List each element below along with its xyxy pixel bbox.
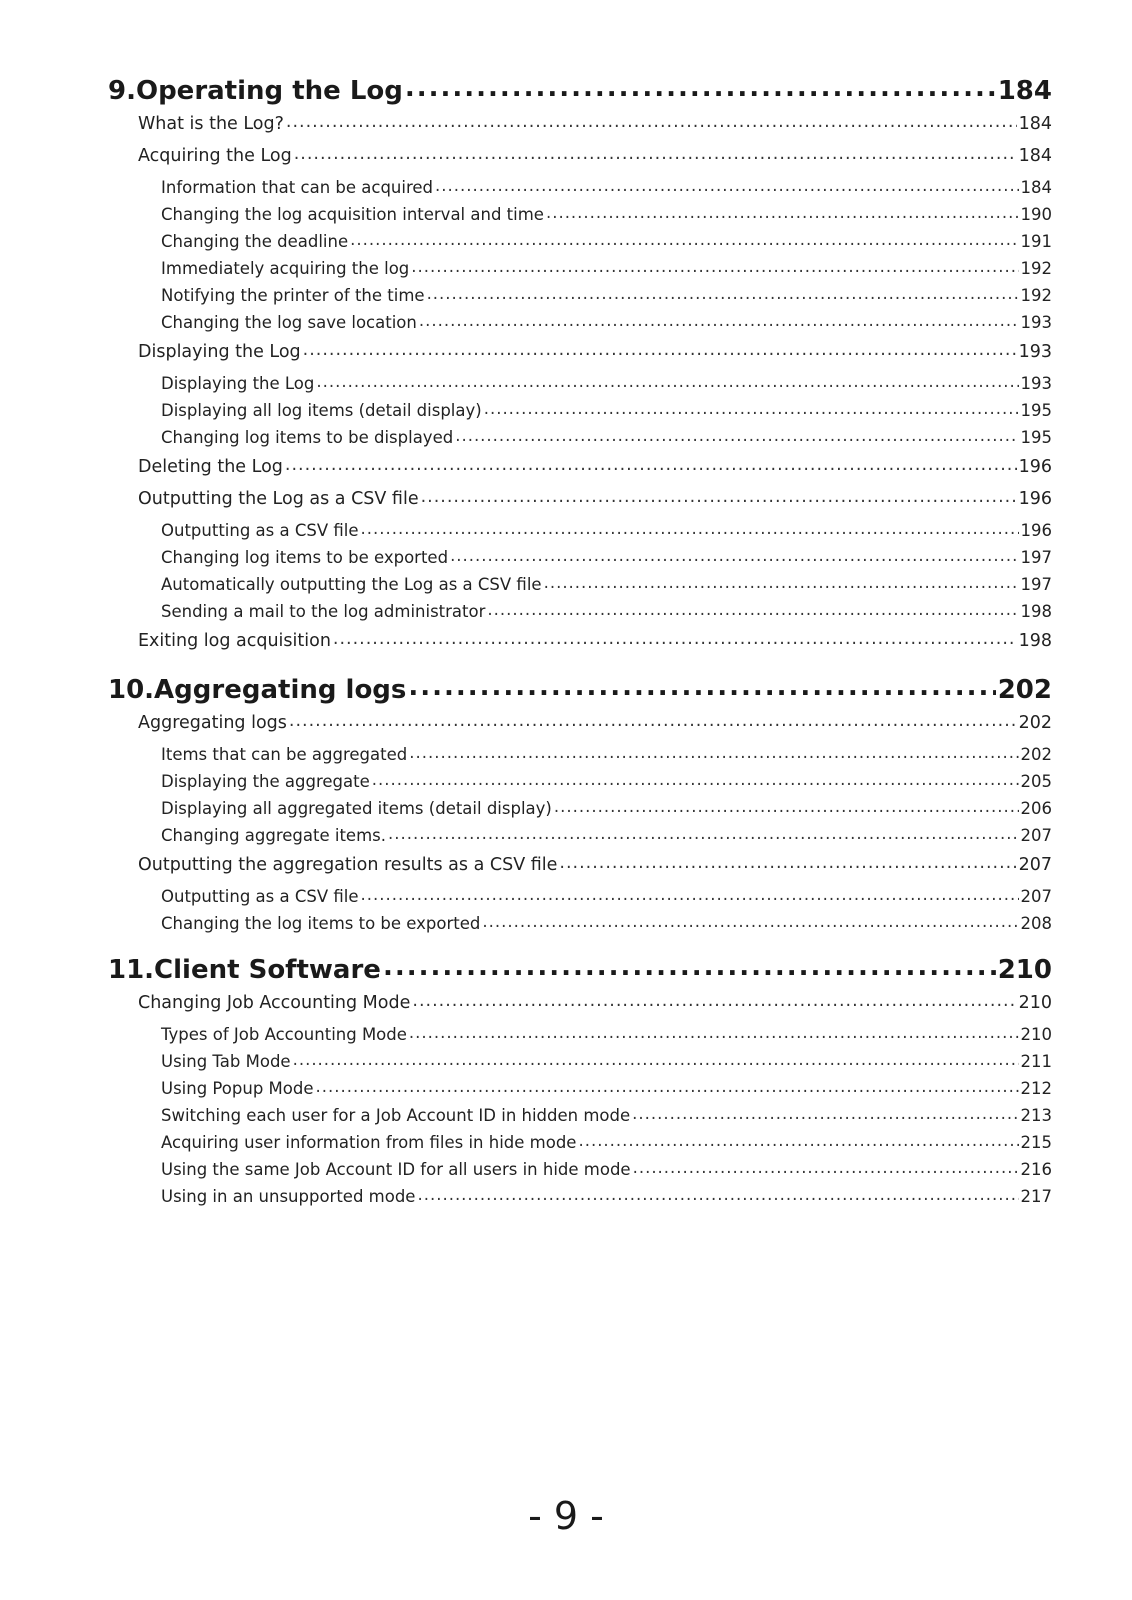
entry-page: 198 [1018,631,1052,651]
dot-leader [405,71,996,105]
entry-page: 192 [1020,286,1052,305]
chapter-page: 202 [997,675,1052,705]
entry-title: Deleting the Log [138,457,283,477]
dot-leader [554,793,1019,820]
dot-leader [333,623,1017,655]
toc-entry[interactable] [108,910,1052,937]
dot-leader [294,138,1017,170]
dot-leader [632,1100,1018,1127]
entry-title: Aggregating logs [138,713,287,733]
entry-page: 207 [1020,887,1052,906]
entry-page: 215 [1020,1133,1052,1152]
toc-entry[interactable] [108,571,1052,598]
entry-title: Information that can be acquired [161,178,434,197]
toc-entry[interactable] [108,483,1052,515]
toc-entry[interactable] [108,1075,1052,1102]
entry-title: Exiting log acquisition [138,631,331,651]
entry-page: 198 [1020,602,1052,621]
chapter-page: 210 [997,955,1052,985]
entry-page: 191 [1020,232,1052,251]
chapter-11 [108,953,1052,1210]
entry-page: 206 [1020,799,1052,818]
chapter-heading[interactable] [108,74,1052,108]
dot-leader [417,1181,1018,1208]
entry-title: Automatically outputting the Log as a CSV file [161,575,542,594]
toc-entry[interactable] [108,707,1052,739]
toc-entry[interactable] [108,768,1052,795]
dot-leader [427,280,1019,307]
dot-leader [411,253,1018,280]
dot-leader [316,1073,1019,1100]
dot-leader [421,481,1017,513]
toc-entry[interactable] [108,517,1052,544]
dot-leader [487,596,1018,623]
entry-page: 192 [1020,259,1052,278]
entry-page: 217 [1020,1187,1052,1206]
entry-title: Sending a mail to the log administrator [161,602,486,621]
dot-leader [450,542,1018,569]
entry-title: Types of Job Accounting Mode [161,1025,407,1044]
toc-entry[interactable] [108,1156,1052,1183]
toc-entry[interactable] [108,140,1052,172]
toc-entry[interactable] [108,883,1052,910]
toc-entry[interactable] [108,822,1052,849]
dot-leader [408,670,995,704]
dot-leader [285,449,1017,481]
dot-leader [372,766,1019,793]
dot-leader [289,705,1017,737]
dot-leader [412,985,1016,1017]
entry-page: 202 [1020,745,1052,764]
page-number: - 9 - [528,1494,604,1538]
entry-title: Notifying the printer of the time [161,286,425,305]
table-of-contents [108,74,1052,1220]
entry-title: Using in an unsupported mode [161,1187,416,1206]
entry-title: Changing the deadline [161,232,349,251]
entry-title: Using Popup Mode [161,1079,314,1098]
entry-page: 197 [1020,575,1052,594]
chapter-title: 9.Operating the Log [108,76,403,106]
toc-entry[interactable] [108,370,1052,397]
entry-page: 208 [1020,914,1052,933]
dot-leader [409,739,1018,766]
dot-leader [633,1154,1019,1181]
toc-entry[interactable] [108,174,1052,201]
toc-entry[interactable] [108,987,1052,1019]
toc-entry[interactable] [108,451,1052,483]
toc-entry[interactable] [108,228,1052,255]
dot-leader [435,172,1018,199]
toc-entry[interactable] [108,741,1052,768]
dot-leader [559,847,1016,879]
chapter-9 [108,74,1052,657]
toc-entry[interactable] [108,625,1052,657]
entry-page: 193 [1018,342,1052,362]
toc-entry[interactable] [108,544,1052,571]
toc-entry[interactable] [108,1183,1052,1210]
entry-title: Outputting the aggregation results as a CSV file [138,855,558,875]
entry-title: Items that can be aggregated [161,745,408,764]
entry-title: Displaying the Log [138,342,301,362]
entry-page: 207 [1020,826,1052,845]
chapter-title: 10.Aggregating logs [108,675,407,705]
dot-leader [544,569,1019,596]
entry-page: 216 [1020,1160,1052,1179]
entry-title: Changing the log save location [161,313,417,332]
entry-page: 210 [1020,1025,1052,1044]
dot-leader [578,1127,1018,1154]
toc-entry[interactable] [108,282,1052,309]
dot-leader [546,199,1019,226]
dot-leader [286,106,1017,138]
entry-title: Switching each user for a Job Account ID in hidden mode [161,1106,631,1125]
entry-title: Displaying the Log [161,374,315,393]
entry-title: Displaying all aggregated items (detail display) [161,799,552,818]
chapter-title: 11.Client Software [108,955,381,985]
entry-title: Using Tab Mode [161,1052,291,1071]
entry-page: 202 [1018,713,1052,733]
entry-title: Immediately acquiring the log [161,259,410,278]
entry-page: 210 [1018,993,1052,1013]
entry-page: 197 [1020,548,1052,567]
entry-page: 196 [1018,457,1052,477]
entry-page: 190 [1020,205,1052,224]
entry-page: 196 [1020,521,1052,540]
chapter-heading[interactable] [108,953,1052,987]
toc-entry[interactable] [108,849,1052,881]
dot-leader [388,820,1019,847]
entry-title: Changing the log acquisition interval and time [161,205,544,224]
toc-entry[interactable] [108,424,1052,451]
entry-page: 207 [1018,855,1052,875]
dot-leader [383,950,996,984]
entry-title: Outputting as a CSV file [161,521,359,540]
entry-title: What is the Log? [138,114,284,134]
entry-page: 211 [1020,1052,1052,1071]
toc-entry[interactable] [108,309,1052,336]
entry-page: 195 [1020,401,1052,420]
chapter-10 [108,673,1052,937]
toc-entry[interactable] [108,1129,1052,1156]
entry-page: 193 [1020,313,1052,332]
entry-title: Changing the log items to be exported [161,914,481,933]
toc-entry[interactable] [108,336,1052,368]
toc-entry[interactable] [108,255,1052,282]
entry-page: 213 [1020,1106,1052,1125]
dot-leader [303,334,1017,366]
dot-leader [350,226,1018,253]
dot-leader [361,881,1019,908]
entry-title: Acquiring the Log [138,146,292,166]
entry-page: 196 [1018,489,1052,509]
entry-page: 184 [1018,146,1052,166]
entry-title: Changing aggregate items. [161,826,386,845]
entry-page: 205 [1020,772,1052,791]
toc-entry[interactable] [108,397,1052,424]
dot-leader [293,1046,1019,1073]
toc-entry[interactable] [108,201,1052,228]
entry-title: Displaying all log items (detail display) [161,401,482,420]
toc-entry[interactable] [108,1048,1052,1075]
toc-entry[interactable] [108,598,1052,625]
entry-page: 184 [1020,178,1052,197]
dot-leader [484,395,1019,422]
entry-title: Using the same Job Account ID for all users in hide mode [161,1160,631,1179]
dot-leader [316,368,1018,395]
chapter-page: 184 [997,76,1052,106]
entry-page: 193 [1020,374,1052,393]
entry-title: Displaying the aggregate [161,772,370,791]
toc-entry[interactable] [108,1102,1052,1129]
entry-title: Changing Job Accounting Mode [138,993,411,1013]
entry-title: Outputting as a CSV file [161,887,359,906]
dot-leader [419,307,1019,334]
dot-leader [482,908,1018,935]
toc-entry[interactable] [108,1021,1052,1048]
entry-title: Changing log items to be displayed [161,428,454,447]
entry-title: Acquiring user information from files in hide mode [161,1133,577,1152]
toc-entry[interactable] [108,108,1052,140]
toc-entry[interactable] [108,795,1052,822]
dot-leader [361,515,1019,542]
dot-leader [455,422,1018,449]
entry-title: Changing log items to be exported [161,548,449,567]
entry-title: Outputting the Log as a CSV file [138,489,419,509]
entry-page: 212 [1020,1079,1052,1098]
dot-leader [409,1019,1019,1046]
chapter-heading[interactable] [108,673,1052,707]
entry-page: 195 [1020,428,1052,447]
entry-page: 184 [1018,114,1052,134]
